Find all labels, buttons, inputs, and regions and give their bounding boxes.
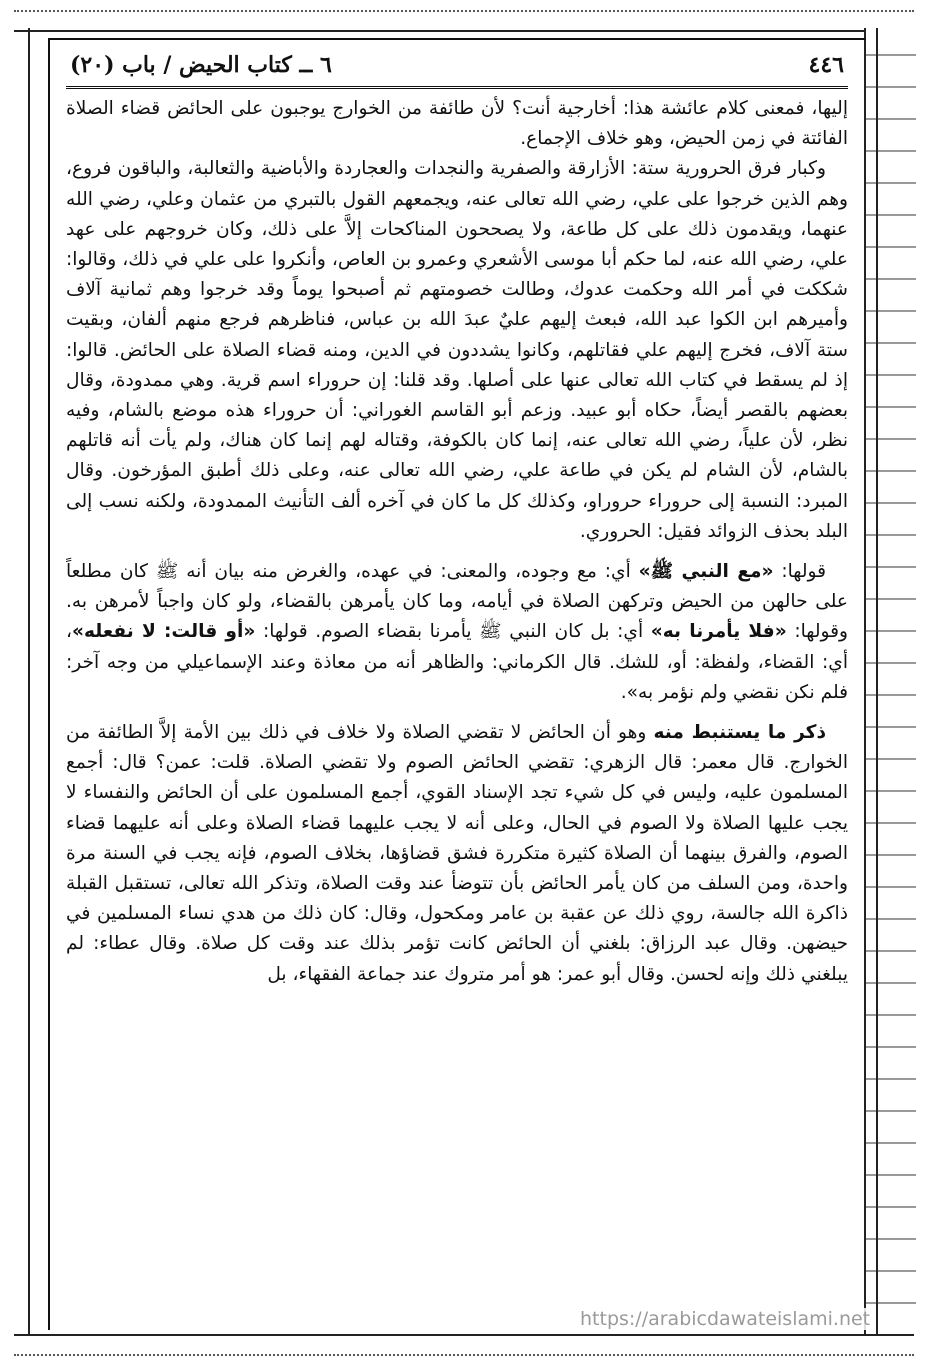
text-run: قولها: xyxy=(773,561,826,583)
paragraph xyxy=(66,718,848,990)
paragraph xyxy=(66,94,848,154)
running-title: ٦ ــ كتاب الحيض / باب (٢٠) xyxy=(70,52,332,78)
text-run: وهو أن الحائض لا تقضي الصلاة ولا خلاف في ذلك بين الأمة إلاَّ الطائفة من الخوارج. قال معمر: قال الزهري: تقضي الحائض الصوم ولا تقضي الصلاة. قلت: عمن؟ قال: أجمع المسلمون عليه، وليس في كل شيء تجد الإسناد القوي، أجمع المسلمون على أن الحائض والنفساء لا يجب عليها الصلاة ولا الصوم في الحال، وعلى أنه لا يجب عليهما قضاء الصلاة وعلى أنه عليهما قضاء الصوم، والفرق بينهما أن الصلاة كثيرة متكررة فشق قضاؤها، بخلاف الصوم، فإنه يجب في السنة مرة واحدة، ومن السلف من كان يأمر الحائض بأن تتوضأ عند وقت الصلاة، وتذكر الله تعالى، تستقبل القبلة ذاكرة الله جالسة، روي ذلك عن عقبة بن عامر ومكحول، وقال: كان ذلك من هدي نساء المسلمين في حيضهن. وقال عبد الرزاق: بلغني أن الحائض كانت تؤمر بذلك عند وقت كل صلاة. وقال عطاء: لم يبلغني ذلك وإنه لحسن. وقال أبو عمر: هو أمر متروك عند جماعة الفقهاء، بل xyxy=(66,722,848,985)
bold-phrase: «مع النبي ﷺ» xyxy=(638,561,774,583)
text-run: أي: مع وجوده، والمعنى: في عهده، والغرض منه بيان أنه ﷺ كان مطلعاً على حالهن من الحيض وتركهن الصلاة في أيامه، وما كان يأمرهن بالقضاء، ولو كان واجباً لأمرهن به. وقولها: xyxy=(66,561,848,643)
paragraph xyxy=(66,154,848,547)
paragraph xyxy=(66,557,848,708)
bottom-ornament-border xyxy=(14,1334,914,1356)
bold-phrase: «أو قالت: لا نفعله» xyxy=(72,621,256,643)
bold-phrase: ذكر ما يستنبط منه xyxy=(653,722,826,744)
text-run: وكبار فرق الحرورية ستة: الأزارقة والصفرية والنجدات والعجاردة والأباضية والثعالبة، والباقون فروع، وهم الذين خرجوا على علي، رضي الله تعالى عنه، ويجمعهم القول بالتبري من عثمان وعلي، رضي الله عنهما، ويقدمون ذلك على كل طاعة، ولا يصححون المناكحات إلاَّ على ذلك، وكان خروجهم على عهد علي، رضي الله عنه، لما حكم أبا موسى الأشعري وعمرو بن العاص، وأنكروا على علي في ذلك، وقالوا: شككت في أمر الله وحكمت عدوك، وطالت خصومتهم ثم أصبحوا يوماً وقد خرجوا وهم ثمانية آلاف وأميرهم ابن الكوا عبد الله، فبعث إليهم عليٌ عبدَ الله بن عباس، فناظرهم فرجع منهم ألفان، وبقيت ستة آلاف، فخرج إليهم علي فقاتلهم، وكانوا يشددون في الدين، ومنه قضاء الصلاة على الحائض. قالوا: إذ لم يسقط في كتاب الله تعالى عنها على أصلها. وقد قلنا: إن حروراء اسم قرية. وهي ممدودة، وقال بعضهم بالقصر أيضاً، حكاه أبو عبيد. وزعم أبو القاسم الغوراني: أن حروراء هذه موضع بالشام، وفيه نظر، لأن علياً، رضي الله تعالى عنه، إنما كان بالكوفة، وقتاله لهم إنما كان هناك، ولم يأت أنه قاتلهم بالشام، لأن الشام لم يكن في طاعة علي، رضي الله تعالى عنه، وعلى ذلك أطبق المؤرخون. وقال المبرد: النسبة إلى حروراء حروراو، وكذلك كل ما كان في آخره ألف التأنيث الممدودة، ولكنه نسب إلى البلد بحذف الزوائد فقيل: الحروري. xyxy=(66,158,848,542)
text-run: إليها، فمعنى كلام عائشة هذا: أخارجية أنت؟ لأن طائفة من الخوارج يوجبون على الحائض قضاء الصلاة الفائتة في زمن الحيض، وهو خلاف الإجماع. xyxy=(66,98,848,150)
left-ornament-border xyxy=(14,28,30,1334)
page-body xyxy=(66,94,848,1326)
top-ornament-border xyxy=(14,10,914,32)
bold-phrase: «فلا يأمرنا به» xyxy=(650,621,787,643)
text-run: ، أي: القضاء، ولفظة: أو، للشك. قال الكرماني: والظاهر أنه من معاذة وعند الإسماعيلي من وجه آخر: فلم نكن نقضي ولم نؤمر به». xyxy=(66,621,848,703)
page-header xyxy=(66,50,848,89)
watermark-url: https://arabicdawateislami.net xyxy=(576,1308,874,1330)
page-number: ٤٤٦ xyxy=(808,52,844,78)
right-ornament-border xyxy=(864,28,916,1334)
text-run: أي: بل كان النبي ﷺ يأمرنا بقضاء الصوم. قولها: xyxy=(255,621,651,643)
